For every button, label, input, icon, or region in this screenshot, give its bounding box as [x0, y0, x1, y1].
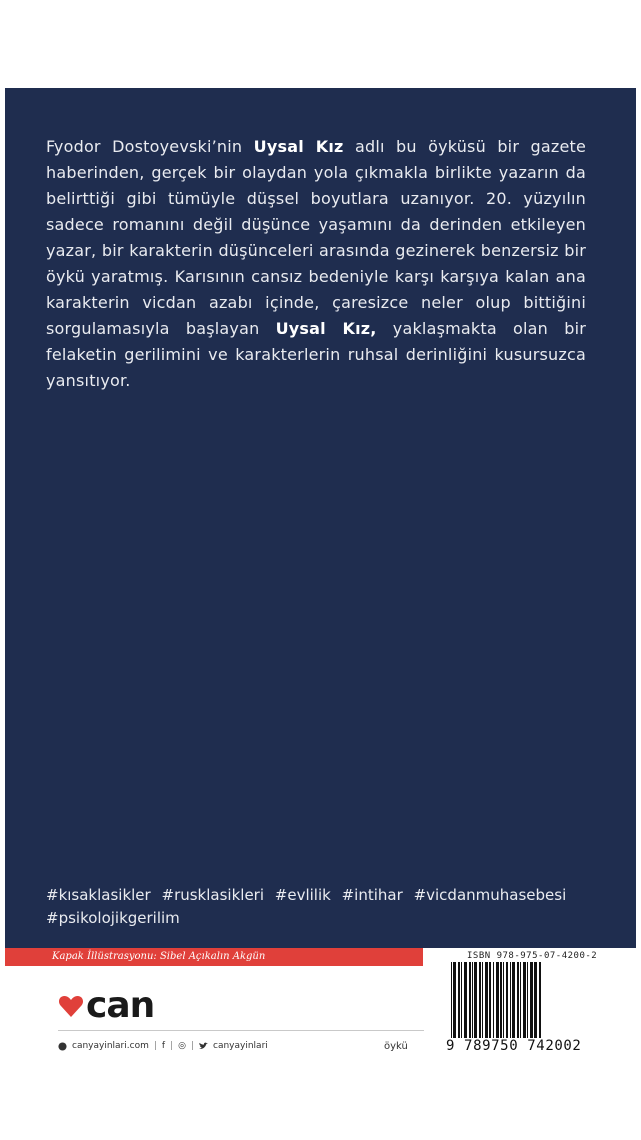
barcode-bar [489, 962, 491, 1038]
barcode-bar [496, 962, 499, 1038]
separator: | [153, 1041, 157, 1051]
barcode-bar [512, 962, 515, 1038]
barcode-bar [506, 962, 508, 1038]
separator: | [190, 1041, 195, 1051]
barcode-bar [479, 962, 481, 1038]
barcode-bar [510, 962, 511, 1038]
barcode-bar [539, 962, 541, 1038]
hashtag: #psikolojikgerilim [46, 909, 180, 927]
barcode-bar [503, 962, 504, 1038]
barcode-bar [493, 962, 494, 1038]
genre-label: öykü [384, 1041, 408, 1052]
barcode-bar [482, 962, 483, 1038]
hashtag: #rusklasikleri [161, 886, 265, 904]
barcode-bar [469, 962, 471, 1038]
barcode-bar [472, 962, 473, 1038]
separator: | [170, 1041, 174, 1051]
blurb-text-2: adlı bu öyküsü bir gazete haberinden, gerçek bir olaydan yola çıkmakla birlikte yazarın da belirttiği gibi tümüyle düşsel boyutlara uzanıyor. 20. yüzyılın sadece romanını değil düşünce yaşamını da derinden etkileyen yazar, bir karakterin düşünceleri arasında gezinerek benzersiz bir öykü yaratmış. Karısının cansız bedeniyle karşı karşıya kalan ana karakterin vicdan azabı içinde, çaresizce neler olup bittiğini sorgulamasıyla başlayan [46, 137, 587, 338]
barcode-bar [520, 962, 521, 1038]
hashtag: #evlilik [274, 886, 331, 904]
footer-divider [58, 1030, 424, 1031]
blurb-text-1: Fyodor Dostoyevski’nin [46, 137, 254, 156]
barcode-bar [530, 962, 533, 1038]
barcode-bar [534, 962, 537, 1038]
illustrator-credit: Kapak İllüstrasyonu: Sibel Açıkalın Akgün [52, 951, 266, 962]
barcode-bar [461, 962, 462, 1038]
publisher-links [58, 1041, 268, 1051]
barcode-bar [451, 962, 452, 1038]
heart-icon [58, 994, 84, 1018]
barcode-bar [517, 962, 519, 1038]
hashtag: #vicdanmuhasebesi [413, 886, 567, 904]
isbn-label: ISBN 978-975-07-4200-2 [467, 951, 598, 961]
barcode-bar [458, 962, 460, 1038]
twitter-icon[interactable] [199, 1042, 208, 1050]
instagram-icon[interactable]: ◎ [178, 1041, 186, 1051]
publisher-logo [58, 985, 155, 1026]
barcode-bar [523, 962, 526, 1038]
website-link[interactable]: canyayinlari.com [72, 1041, 149, 1051]
facebook-icon[interactable]: f [161, 1041, 166, 1051]
hashtag: #intihar [341, 886, 403, 904]
barcode-bar [453, 962, 456, 1038]
barcode-bar [485, 962, 488, 1038]
barcode-bar [474, 962, 477, 1038]
blurb-title-2: Uysal Kız, [275, 319, 377, 338]
blurb-title-1: Uysal Kız [253, 137, 344, 156]
barcode [449, 962, 589, 1042]
hashtag: #kısaklasikler [46, 886, 151, 904]
isbn-digits: 9 789750 742002 [446, 1038, 582, 1054]
barcode-bar [500, 962, 502, 1038]
logo-text: can [86, 985, 155, 1026]
book-blurb [46, 134, 586, 394]
barcode-bar [464, 962, 467, 1038]
globe-icon [58, 1042, 67, 1051]
hashtags [46, 884, 606, 930]
barcode-bar [527, 962, 528, 1038]
twitter-handle[interactable]: canyayinlari [213, 1041, 268, 1051]
blurb-text-3: yaklaşmakta olan bir felaketin gerilimini ve karakterlerin ruhsal derinliğini kusursuzca yansıtıyor. [46, 319, 586, 390]
